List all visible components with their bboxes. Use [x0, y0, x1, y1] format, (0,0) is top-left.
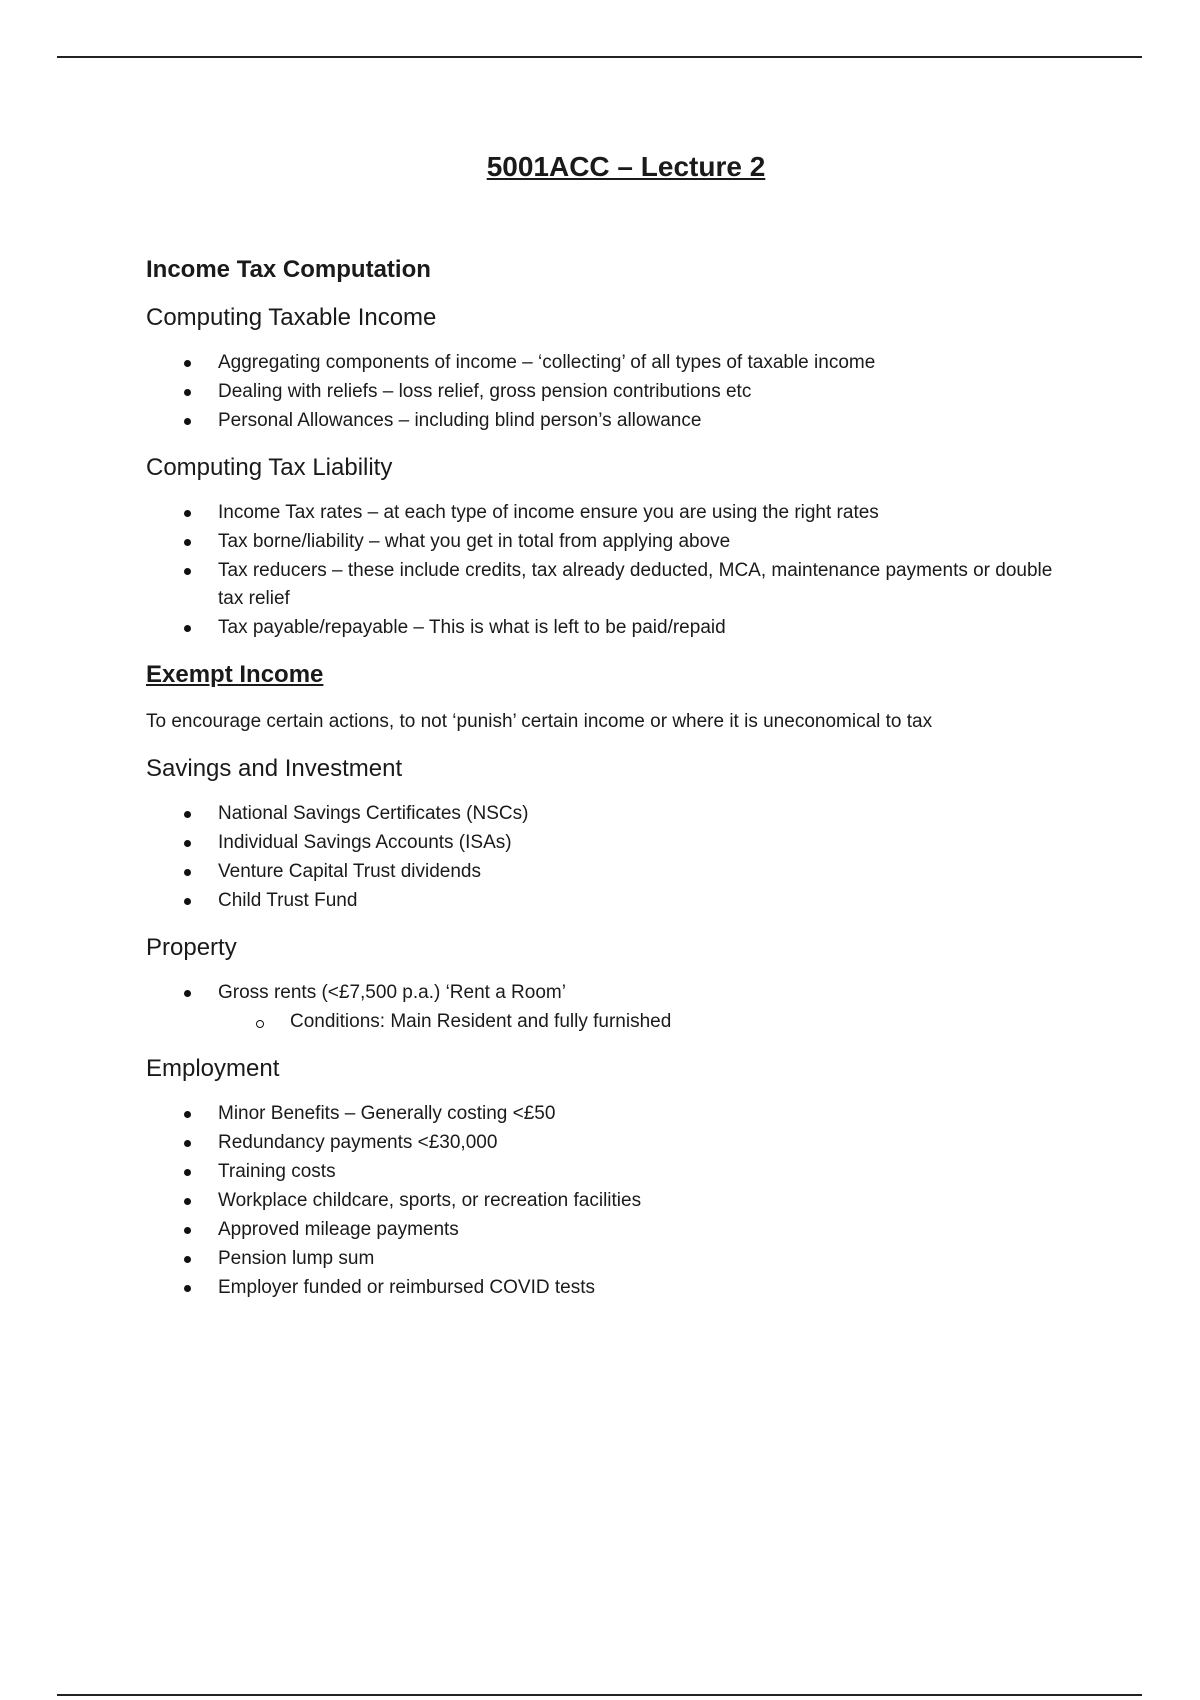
- list-item: [146, 378, 1066, 406]
- list-item: [146, 614, 1066, 642]
- bullet-icon: [184, 811, 191, 818]
- bullet-icon: [184, 360, 191, 367]
- tax-liability-list: [146, 499, 1066, 642]
- list-item: [146, 528, 1066, 556]
- employment-heading: Employment: [146, 1055, 280, 1082]
- list-item-text: Redundancy payments <£30,000: [218, 1132, 498, 1153]
- property-heading: Property: [146, 934, 237, 961]
- list-item: [146, 887, 1066, 915]
- savings-heading: Savings and Investment: [146, 755, 403, 782]
- document-body: [146, 150, 1066, 1320]
- savings-list: [146, 800, 1066, 915]
- bullet-icon: [184, 869, 191, 876]
- list-item: [146, 349, 1066, 377]
- bullet-icon: [184, 625, 191, 632]
- list-item-text: Training costs: [218, 1161, 336, 1182]
- list-item: [146, 829, 1066, 857]
- list-item-text: Venture Capital Trust dividends: [218, 861, 481, 882]
- list-item-text: Workplace childcare, sports, or recreation facilities: [218, 1190, 642, 1211]
- bullet-icon: [184, 418, 191, 425]
- list-item: [146, 1245, 1066, 1273]
- list-item-text: Tax payable/repayable – This is what is left to be paid/repaid: [218, 617, 726, 638]
- list-item-text: Tax reducers – these include credits, tax already deducted, MCA, maintenance payments or double tax relief: [218, 560, 1053, 609]
- list-item-text: Income Tax rates – at each type of income ensure you are using the right rates: [218, 502, 879, 523]
- list-item: [146, 1274, 1066, 1302]
- document-title: 5001ACC – Lecture 2: [486, 151, 766, 182]
- hollow-bullet-icon: [256, 1020, 264, 1028]
- list-item: [146, 1100, 1066, 1128]
- list-item-text: Gross rents (<£7,500 p.a.) ‘Rent a Room’: [218, 982, 566, 1003]
- sub-list-item-text: Conditions: Main Resident and fully furnished: [290, 1011, 672, 1032]
- bullet-icon: [184, 539, 191, 546]
- list-item: [146, 499, 1066, 527]
- taxable-income-list: [146, 349, 1066, 435]
- bullet-icon: [184, 510, 191, 517]
- list-item: [146, 407, 1066, 435]
- exempt-income-intro: To encourage certain actions, to not ‘punish’ certain income or where it is uneconomical to tax: [146, 711, 933, 732]
- tax-liability-heading: Computing Tax Liability: [146, 454, 393, 481]
- list-item: [146, 1187, 1066, 1215]
- list-item: [146, 1216, 1066, 1244]
- property-list: [146, 979, 1066, 1036]
- bullet-icon: [184, 1227, 191, 1234]
- bullet-icon: [184, 389, 191, 396]
- list-item: [146, 800, 1066, 828]
- list-item-text: National Savings Certificates (NSCs): [218, 803, 529, 824]
- list-item-text: Pension lump sum: [218, 1248, 375, 1269]
- list-item: [146, 858, 1066, 886]
- bullet-icon: [184, 990, 191, 997]
- list-item-text: Personal Allowances – including blind person’s allowance: [218, 410, 702, 431]
- sub-list-item: [146, 1008, 1066, 1036]
- header-rule: [57, 56, 1142, 58]
- list-item-text: Individual Savings Accounts (ISAs): [218, 832, 512, 853]
- list-item-text: Approved mileage payments: [218, 1219, 459, 1240]
- bullet-icon: [184, 1198, 191, 1205]
- bullet-icon: [184, 1111, 191, 1118]
- bullet-icon: [184, 568, 191, 575]
- bullet-icon: [184, 1140, 191, 1147]
- list-item-text: Minor Benefits – Generally costing <£50: [218, 1103, 556, 1124]
- bullet-icon: [184, 1285, 191, 1292]
- bullet-icon: [184, 898, 191, 905]
- list-item-text: Child Trust Fund: [218, 890, 358, 911]
- taxable-income-heading: Computing Taxable Income: [146, 304, 437, 331]
- footer-rule: [57, 1694, 1142, 1696]
- income-tax-heading: Income Tax Computation: [146, 256, 431, 283]
- bullet-icon: [184, 840, 191, 847]
- employment-list: [146, 1100, 1066, 1302]
- list-item: [146, 1129, 1066, 1157]
- list-item: [146, 979, 1066, 1007]
- list-item-text: Employer funded or reimbursed COVID tests: [218, 1277, 595, 1298]
- list-item-text: Aggregating components of income – ‘collecting’ of all types of taxable income: [218, 352, 876, 373]
- list-item-text: Dealing with reliefs – loss relief, gross pension contributions etc: [218, 381, 752, 402]
- bullet-icon: [184, 1256, 191, 1263]
- list-item-text: Tax borne/liability – what you get in total from applying above: [218, 531, 731, 552]
- bullet-icon: [184, 1169, 191, 1176]
- list-item: [146, 557, 1066, 613]
- exempt-income-heading: Exempt Income: [146, 661, 324, 688]
- list-item: [146, 1158, 1066, 1186]
